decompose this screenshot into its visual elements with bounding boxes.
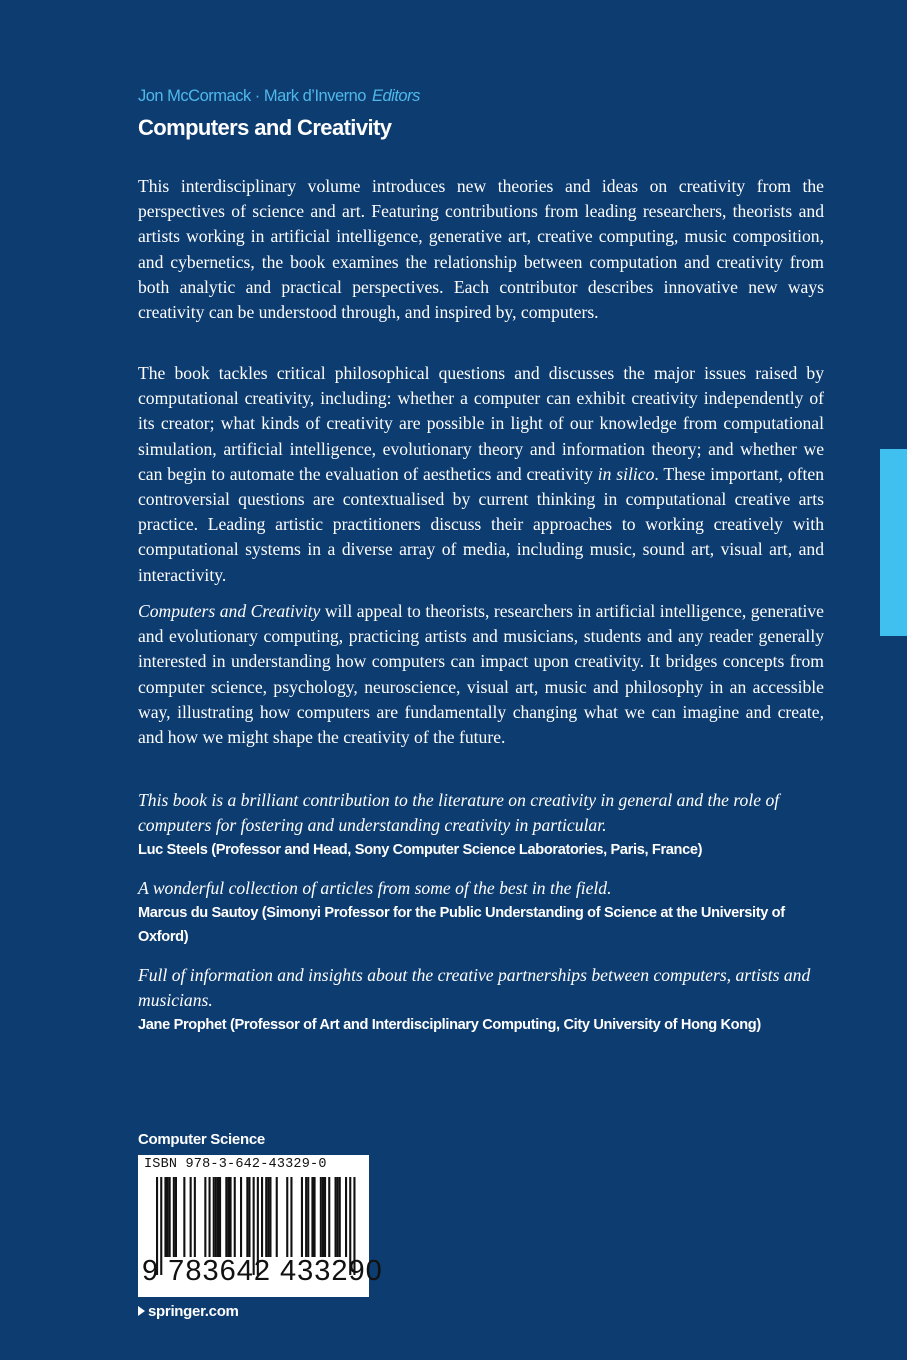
barcode-bar <box>345 1177 347 1257</box>
barcode-bar <box>267 1177 269 1257</box>
barcode-bar <box>276 1177 278 1257</box>
editors-role: Editors <box>371 87 420 105</box>
editors-line <box>138 87 420 106</box>
description-paragraph-2 <box>138 361 824 588</box>
publisher-website-text: springer.com <box>148 1303 239 1320</box>
barcode-bar <box>265 1177 267 1257</box>
book-title: Computers and Creativity <box>138 115 392 140</box>
review-attribution-1: Luc Steels (Professor and Head, Sony Computer Science Laboratories, Paris, France) <box>138 842 703 858</box>
barcode-bar <box>248 1177 250 1257</box>
ean-digits: 9 783642 433290 <box>142 1255 383 1287</box>
barcode-bar <box>320 1177 322 1257</box>
barcode-bar <box>190 1177 192 1257</box>
subject-category: Computer Science <box>138 1131 265 1148</box>
barcode-bar <box>322 1177 324 1257</box>
publisher-website[interactable] <box>138 1303 239 1320</box>
barcode-bar <box>305 1177 307 1257</box>
review-attribution-3: Jane Prophet (Professor of Art and Interdisciplinary Computing, City University of Hong Kong) <box>138 1017 761 1033</box>
barcode-bar <box>307 1177 309 1257</box>
barcode-bar <box>269 1177 271 1257</box>
barcode-bar <box>290 1177 292 1257</box>
arrow-right-icon <box>138 1306 145 1316</box>
editors-names: Jon McCormack · Mark d’Inverno <box>138 87 366 105</box>
description-paragraph-3 <box>138 599 824 750</box>
isbn-barcode <box>138 1155 383 1297</box>
description-paragraph-1: This interdisciplinary volume introduces new theories and ideas on creativity from the perspectives of science and art. Featuring contributions from leading researchers, theorists and artists working in artificial intelligence, generative art, creative computing, music composition, and cybernetics, the book examines the relationship between computation and creativity from both analytic and practical perspectives. Each contributor describes innovative new ways creativity can be understood through, and inspired by, computers. <box>138 176 824 323</box>
isbn-text: ISBN 978-3-642-43329-0 <box>144 1157 327 1172</box>
barcode-bar <box>194 1177 196 1257</box>
paragraph-2-italic: in silico <box>597 463 655 484</box>
barcode-bar <box>219 1177 221 1257</box>
barcode-bar <box>335 1177 337 1257</box>
barcode-bar <box>311 1177 313 1257</box>
barcode-bar <box>234 1177 236 1257</box>
review-quote-1: This book is a brilliant contribution to the literature on creativity in general and the role of computers for fostering and understanding creativity in particular. <box>138 790 780 835</box>
barcode-bar <box>164 1177 166 1257</box>
barcode-bar <box>286 1177 288 1257</box>
barcode-bar <box>230 1177 232 1257</box>
barcode-bar <box>204 1177 206 1257</box>
review-quote-2: A wonderful collection of articles from some of the best in the field. <box>138 878 612 898</box>
barcode-bar <box>328 1177 330 1257</box>
barcode-bar <box>339 1177 341 1257</box>
barcode-bar <box>324 1177 326 1257</box>
barcode-bar <box>173 1177 175 1257</box>
barcode-bar <box>314 1177 316 1257</box>
barcode-bar <box>213 1177 215 1257</box>
paragraph-2-text-a: The book tackles critical philosophical questions and discusses the major issues raised by computational creativity, including: whether a computer can exhibit creativity independently of its creator; what kinds of creativity are possible in light of our knowledge from computational simulation, artificial intelligence, evolutionary theory and information theory; and whether we can begin to automate the evaluation of aesthetics and creativity <box>138 363 824 484</box>
barcode-bar <box>337 1177 339 1257</box>
barcode-bar <box>167 1177 169 1257</box>
barcode-bar <box>225 1177 227 1257</box>
paragraph-2-text-b: . These important, often controversial questions are contextualised by current thinking in computational creative arts practice. Leading artistic practitioners discuss their approaches to working creatively with computational systems in a diverse array of media, including music, sound art, visual art, and interactivity. <box>138 463 824 585</box>
barcode-bar <box>240 1177 242 1257</box>
barcode-bar <box>301 1177 303 1257</box>
review-attribution-2: Marcus du Sautoy (Simonyi Professor for the Public Understanding of Science at the University of Oxford) <box>138 905 785 945</box>
barcode-bar <box>227 1177 229 1257</box>
review-quote-3: Full of information and insights about the creative partnerships between computers, artists and musicians. <box>138 965 811 1010</box>
spine-accent-tab <box>880 449 907 636</box>
barcode-bar <box>246 1177 248 1257</box>
barcode-bar <box>217 1177 219 1257</box>
barcode-bar <box>261 1177 263 1257</box>
barcode-bar <box>209 1177 211 1257</box>
barcode-bar <box>183 1177 185 1257</box>
paragraph-3-italic-title: Computers and Creativity <box>138 601 321 621</box>
barcode-bar <box>215 1177 217 1257</box>
barcode-bar <box>169 1177 171 1257</box>
barcode-bar <box>175 1177 177 1257</box>
paragraph-3-text: will appeal to theorists, researchers in artificial intelligence, generative and evolutionary computing, practicing artists and musicians, students and any reader generally interested in understanding how computers can impact upon creativity. It bridges concepts from computer science, psychology, neuroscience, visual art, music and philosophy in an accessible way, illustrating how computers are fundamentally changing what we can imagine and create, and how we might shape the creativity of the future. <box>138 601 824 748</box>
